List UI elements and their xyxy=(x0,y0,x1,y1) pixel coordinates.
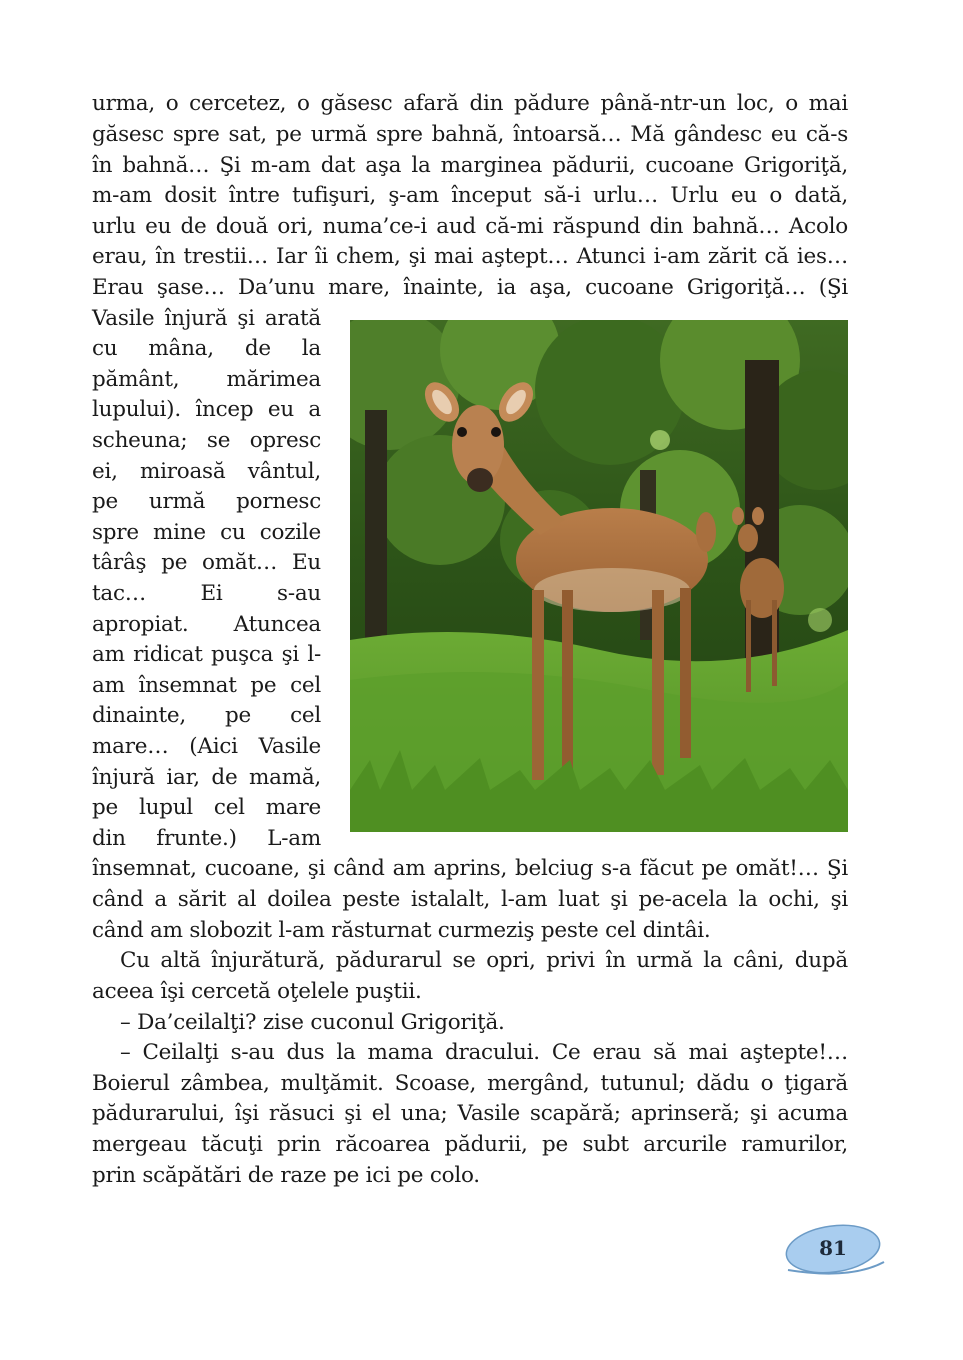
page-number-badge xyxy=(780,1218,890,1284)
page-number: 81 xyxy=(819,1236,847,1260)
text-line: când am slobozit l-am răsturnat curmeziş peste cel dintâi. xyxy=(92,918,711,943)
text-line: însemnat, cucoane, şi când am aprins, belciug s-a făcut pe omăt!… Şi xyxy=(92,856,848,881)
text-line: pădurarului, îşi răsuci şi el una; Vasile scapără; aprinseră; şi acuma xyxy=(92,1101,848,1126)
text-line: erau, în trestii… Iar îi chem, şi mai aştept… Atunci i-am zărit că ies… xyxy=(92,244,848,269)
deer-forest-illustration xyxy=(350,320,848,832)
text-line: am însemnat pe cel xyxy=(92,673,321,698)
text-line: mergeau tăcuţi prin răcoarea pădurii, pe subt arcurile ramurilor, xyxy=(92,1132,848,1157)
text-line: lupului). încep eu a xyxy=(92,397,321,422)
text-line: urma, o cercetez, o găsesc afară din pădure până-ntr-un loc, o mai xyxy=(92,91,848,116)
text-line: Erau şase… Da’unu mare, înainte, ia aşa, cucoane Grigoriţă… (Şi xyxy=(92,275,848,300)
text-line: prin scăpătări de raze pe ici pe colo. xyxy=(92,1163,480,1188)
text-line: urlu eu de două ori, numa’ce-i aud că-mi răspund din bahnă… Acolo xyxy=(92,214,848,239)
text-line: ei, miroasă vântul, xyxy=(92,459,321,484)
deer-photo xyxy=(350,320,848,832)
text-line: târâş pe omăt… Eu xyxy=(92,550,321,575)
text-line: tac… Ei s-au xyxy=(92,581,321,606)
text-line: m-am dosit între tufişuri, ş-am început să-i urlu… Urlu eu o dată, xyxy=(92,183,848,208)
text-line: apropiat. Atuncea xyxy=(92,612,321,637)
text-line: mare… (Aici Vasile xyxy=(92,734,321,759)
text-line: în bahnă… Şi m-am dat aşa la marginea pădurii, cucoane Grigoriţă, xyxy=(92,153,848,178)
text-line: am ridicat puşca şi l- xyxy=(92,642,321,667)
text-line: pământ, mărimea xyxy=(92,367,321,392)
text-line: aceea îşi cercetă oţelele puştii. xyxy=(92,979,422,1004)
text-line: – Da’ceilalţi? zise cuconul Grigoriţă. xyxy=(120,1010,505,1035)
text-line: Boierul zâmbea, mulţămit. Scoase, mergând, tutunul; dădu o ţigară xyxy=(92,1071,848,1096)
text-line: Vasile înjură şi arată xyxy=(92,306,321,331)
text-line: găsesc spre sat, pe urmă spre bahnă, întoarsă… Mă gândesc eu că-s xyxy=(92,122,848,147)
text-line: scheuna; se opresc xyxy=(92,428,321,453)
text-line: spre mine cu cozile xyxy=(92,520,321,545)
text-line: – Ceilalţi s-au dus la mama dracului. Ce erau să mai aştepte!… xyxy=(120,1040,848,1065)
text-line: dinainte, pe cel xyxy=(92,703,321,728)
text-line: când a sărit al doilea peste istalalt, l-am luat şi pe-acela la ochi, şi xyxy=(92,887,848,912)
text-line: pe lupul cel mare xyxy=(92,795,321,820)
text-line: înjură iar, de mamă, xyxy=(92,765,321,790)
text-line: din frunte.) L-am xyxy=(92,826,321,851)
text-line: pe urmă pornesc xyxy=(92,489,321,514)
text-line: Cu altă înjurătură, pădurarul se opri, privi în urmă la câni, după xyxy=(120,948,848,973)
text-line: cu mâna, de la xyxy=(92,336,321,361)
